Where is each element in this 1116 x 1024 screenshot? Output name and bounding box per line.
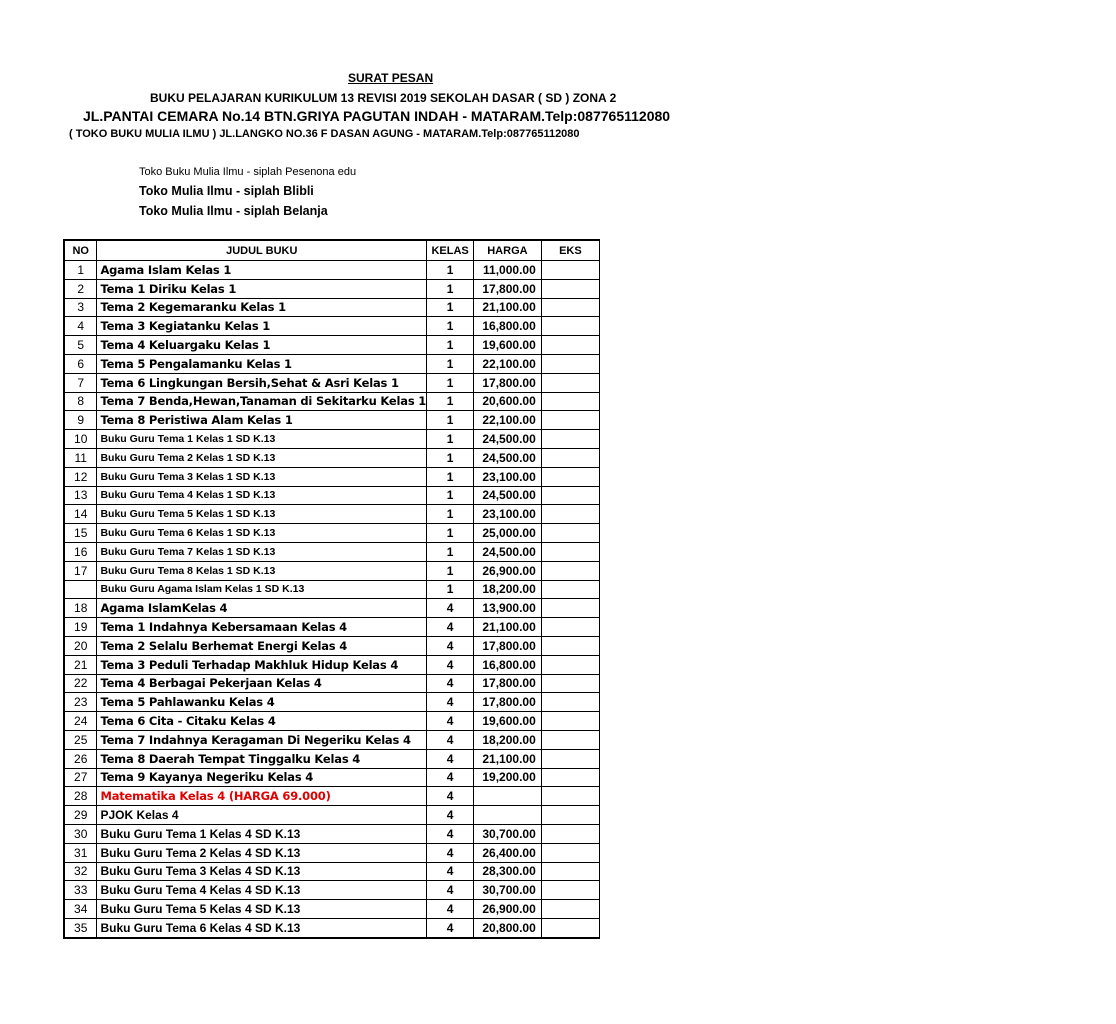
table-row: [64, 636, 600, 655]
book-title: Agama IslamKelas 4: [97, 599, 427, 618]
book-title: Buku Guru Tema 5 Kelas 4 SD K.13: [97, 900, 427, 919]
class-level: 4: [427, 918, 474, 937]
table-row: [64, 862, 600, 881]
copies-cell[interactable]: [541, 768, 599, 787]
row-number: 35: [64, 918, 97, 937]
book-title: Tema 2 Selalu Berhemat Energi Kelas 4: [97, 636, 427, 655]
table-row: [64, 843, 600, 862]
row-number: 9: [64, 411, 97, 430]
copies-cell[interactable]: [541, 298, 599, 317]
store-address-line: ( TOKO BUKU MULIA ILMU ) JL.LANGKO NO.36 F DASAN AGUNG - MATARAM.Telp:087765112080: [69, 128, 580, 140]
class-level: 1: [427, 411, 474, 430]
class-level: 1: [427, 354, 474, 373]
copies-cell[interactable]: [541, 411, 599, 430]
address-line: JL.PANTAI CEMARA No.14 BTN.GRIYA PAGUTAN INDAH - MATARAM.Telp:087765112080: [83, 108, 671, 124]
table-row: [64, 787, 600, 806]
copies-cell[interactable]: [541, 674, 599, 693]
class-level: 4: [427, 730, 474, 749]
table-row: [64, 392, 600, 411]
book-title: Tema 6 Lingkungan Bersih,Sehat & Asri Kelas 1: [97, 373, 427, 392]
book-title: Tema 8 Peristiwa Alam Kelas 1: [97, 411, 427, 430]
copies-cell[interactable]: [541, 317, 599, 336]
table-row: [64, 918, 600, 937]
class-level: 4: [427, 843, 474, 862]
row-number: 13: [64, 486, 97, 505]
copies-cell[interactable]: [541, 730, 599, 749]
price: 21,100.00: [474, 618, 542, 637]
copies-cell[interactable]: [541, 618, 599, 637]
row-number: 34: [64, 900, 97, 919]
table-row: [64, 881, 600, 900]
toko-line-1: Toko Buku Mulia Ilmu - siplah Pesenona edu: [139, 166, 357, 178]
class-level: 4: [427, 636, 474, 655]
book-title: Buku Guru Tema 2 Kelas 4 SD K.13: [97, 843, 427, 862]
class-level: 4: [427, 655, 474, 674]
table-row: [64, 693, 600, 712]
row-number: 3: [64, 298, 97, 317]
price: 13,900.00: [474, 599, 542, 618]
class-level: 4: [427, 806, 474, 825]
row-number: 15: [64, 524, 97, 543]
table-header-row: [64, 240, 600, 261]
class-level: 1: [427, 392, 474, 411]
price: 11,000.00: [474, 261, 542, 280]
row-number: 7: [64, 373, 97, 392]
book-title: Buku Guru Tema 3 Kelas 4 SD K.13: [97, 862, 427, 881]
price: 24,500.00: [474, 448, 542, 467]
copies-cell[interactable]: [541, 862, 599, 881]
price: 24,500.00: [474, 486, 542, 505]
class-level: 4: [427, 693, 474, 712]
copies-cell[interactable]: [541, 655, 599, 674]
class-level: 1: [427, 505, 474, 524]
book-title: Matematika Kelas 4 (HARGA 69.000): [97, 787, 427, 806]
row-number: 26: [64, 749, 97, 768]
table-row: [64, 279, 600, 298]
class-level: 4: [427, 599, 474, 618]
row-number: 27: [64, 768, 97, 787]
row-number: 32: [64, 862, 97, 881]
price: 26,900.00: [474, 900, 542, 919]
table-row: [64, 448, 600, 467]
class-level: 1: [427, 430, 474, 449]
book-title: Tema 1 Indahnya Kebersamaan Kelas 4: [97, 618, 427, 637]
book-title: Tema 3 Peduli Terhadap Makhluk Hidup Kelas 4: [97, 655, 427, 674]
book-title: Tema 3 Kegiatanku Kelas 1: [97, 317, 427, 336]
class-level: 4: [427, 900, 474, 919]
book-title: Buku Guru Tema 1 Kelas 4 SD K.13: [97, 824, 427, 843]
row-number: 18: [64, 599, 97, 618]
price: 20,600.00: [474, 392, 542, 411]
table-row: [64, 261, 600, 280]
copies-cell[interactable]: [541, 599, 599, 618]
row-number: 10: [64, 430, 97, 449]
price: 17,800.00: [474, 674, 542, 693]
class-level: 1: [427, 298, 474, 317]
class-level: 4: [427, 712, 474, 731]
row-number: 16: [64, 542, 97, 561]
table-row: [64, 618, 600, 637]
copies-cell[interactable]: [541, 712, 599, 731]
copies-cell[interactable]: [541, 881, 599, 900]
copies-cell[interactable]: [541, 354, 599, 373]
header-kelas: KELAS: [427, 240, 474, 261]
row-number: 20: [64, 636, 97, 655]
price: [474, 787, 542, 806]
price: 17,800.00: [474, 636, 542, 655]
class-level: 4: [427, 768, 474, 787]
price: 17,800.00: [474, 693, 542, 712]
class-level: 4: [427, 749, 474, 768]
class-level: 1: [427, 261, 474, 280]
table-row: [64, 336, 600, 355]
price: 23,100.00: [474, 505, 542, 524]
table-row: [64, 317, 600, 336]
table-row: [64, 411, 600, 430]
class-level: 1: [427, 336, 474, 355]
order-table: [63, 239, 600, 939]
row-number: 14: [64, 505, 97, 524]
book-title: Tema 4 Keluargaku Kelas 1: [97, 336, 427, 355]
book-title: Buku Guru Tema 1 Kelas 1 SD K.13: [97, 430, 427, 449]
table-row: [64, 354, 600, 373]
book-title: Tema 1 Diriku Kelas 1: [97, 279, 427, 298]
class-level: 4: [427, 881, 474, 900]
row-number: 29: [64, 806, 97, 825]
row-number: 31: [64, 843, 97, 862]
table-row: [64, 806, 600, 825]
copies-cell[interactable]: [541, 693, 599, 712]
price: [474, 806, 542, 825]
copies-cell[interactable]: [541, 749, 599, 768]
book-title: Buku Guru Tema 6 Kelas 4 SD K.13: [97, 918, 427, 937]
copies-cell[interactable]: [541, 430, 599, 449]
row-number: 4: [64, 317, 97, 336]
price: 25,000.00: [474, 524, 542, 543]
book-title: Buku Guru Agama Islam Kelas 1 SD K.13: [97, 580, 427, 599]
price: 16,800.00: [474, 655, 542, 674]
price: 20,800.00: [474, 918, 542, 937]
table-row: [64, 505, 600, 524]
header-harga: HARGA: [474, 240, 542, 261]
table-row: [64, 824, 600, 843]
copies-cell[interactable]: [541, 900, 599, 919]
class-level: 4: [427, 824, 474, 843]
book-title: Buku Guru Tema 6 Kelas 1 SD K.13: [97, 524, 427, 543]
copies-cell[interactable]: [541, 580, 599, 599]
table-row: [64, 599, 600, 618]
row-number: 33: [64, 881, 97, 900]
book-title: Buku Guru Tema 8 Kelas 1 SD K.13: [97, 561, 427, 580]
copies-cell[interactable]: [541, 261, 599, 280]
copies-cell[interactable]: [541, 561, 599, 580]
table-row: [64, 373, 600, 392]
row-number: 21: [64, 655, 97, 674]
book-title: Buku Guru Tema 4 Kelas 1 SD K.13: [97, 486, 427, 505]
toko-line-3: Toko Mulia Ilmu - siplah Belanja: [139, 204, 328, 218]
class-level: 4: [427, 787, 474, 806]
row-number: 30: [64, 824, 97, 843]
copies-cell[interactable]: [541, 392, 599, 411]
copies-cell[interactable]: [541, 448, 599, 467]
table-row: [64, 712, 600, 731]
table-row: [64, 298, 600, 317]
price: 17,800.00: [474, 279, 542, 298]
row-number: [64, 580, 97, 599]
class-level: 1: [427, 467, 474, 486]
row-number: 24: [64, 712, 97, 731]
toko-line-2: Toko Mulia Ilmu - siplah Blibli: [139, 184, 314, 198]
price: 30,700.00: [474, 881, 542, 900]
class-level: 1: [427, 561, 474, 580]
table-row: [64, 900, 600, 919]
table-row: [64, 467, 600, 486]
price: 17,800.00: [474, 373, 542, 392]
book-title: Buku Guru Tema 3 Kelas 1 SD K.13: [97, 467, 427, 486]
copies-cell[interactable]: [541, 373, 599, 392]
book-title: PJOK Kelas 4: [97, 806, 427, 825]
book-title: Buku Guru Tema 5 Kelas 1 SD K.13: [97, 505, 427, 524]
row-number: 6: [64, 354, 97, 373]
copies-cell[interactable]: [541, 636, 599, 655]
book-title: Tema 7 Indahnya Keragaman Di Negeriku Kelas 4: [97, 730, 427, 749]
document-subtitle: BUKU PELAJARAN KURIKULUM 13 REVISI 2019 SEKOLAH DASAR ( SD ) ZONA 2: [150, 91, 617, 105]
price: 23,100.00: [474, 467, 542, 486]
row-number: 25: [64, 730, 97, 749]
copies-cell[interactable]: [541, 505, 599, 524]
class-level: 1: [427, 580, 474, 599]
table-row: [64, 749, 600, 768]
row-number: 11: [64, 448, 97, 467]
class-level: 4: [427, 618, 474, 637]
price: 24,500.00: [474, 542, 542, 561]
copies-cell[interactable]: [541, 542, 599, 561]
table-row: [64, 561, 600, 580]
table-row: [64, 730, 600, 749]
price: 28,300.00: [474, 862, 542, 881]
price: 19,600.00: [474, 336, 542, 355]
price: 21,100.00: [474, 298, 542, 317]
header-judul: JUDUL BUKU: [97, 240, 427, 261]
book-title: Tema 7 Benda,Hewan,Tanaman di Sekitarku Kelas 1: [97, 392, 427, 411]
price: 22,100.00: [474, 354, 542, 373]
row-number: 12: [64, 467, 97, 486]
table-row: [64, 655, 600, 674]
copies-cell[interactable]: [541, 279, 599, 298]
table-row: [64, 768, 600, 787]
row-number: 19: [64, 618, 97, 637]
table-row: [64, 580, 600, 599]
price: 16,800.00: [474, 317, 542, 336]
copies-cell[interactable]: [541, 787, 599, 806]
price: 30,700.00: [474, 824, 542, 843]
document-title: SURAT PESAN: [348, 71, 434, 85]
class-level: 1: [427, 317, 474, 336]
class-level: 4: [427, 674, 474, 693]
row-number: 23: [64, 693, 97, 712]
book-title: Buku Guru Tema 4 Kelas 4 SD K.13: [97, 881, 427, 900]
class-level: 1: [427, 542, 474, 561]
table-row: [64, 524, 600, 543]
book-title: Tema 9 Kayanya Negeriku Kelas 4: [97, 768, 427, 787]
price: 24,500.00: [474, 430, 542, 449]
class-level: 4: [427, 862, 474, 881]
class-level: 1: [427, 279, 474, 298]
price: 18,200.00: [474, 730, 542, 749]
price: 21,100.00: [474, 749, 542, 768]
row-number: 2: [64, 279, 97, 298]
copies-cell[interactable]: [541, 843, 599, 862]
copies-cell[interactable]: [541, 824, 599, 843]
book-title: Tema 4 Berbagai Pekerjaan Kelas 4: [97, 674, 427, 693]
row-number: 5: [64, 336, 97, 355]
table-row: [64, 674, 600, 693]
price: 19,200.00: [474, 768, 542, 787]
price: 22,100.00: [474, 411, 542, 430]
table-row: [64, 486, 600, 505]
header-no: NO: [64, 240, 97, 261]
copies-cell[interactable]: [541, 524, 599, 543]
price: 18,200.00: [474, 580, 542, 599]
table-row: [64, 430, 600, 449]
class-level: 1: [427, 373, 474, 392]
book-title: Tema 6 Cita - Citaku Kelas 4: [97, 712, 427, 731]
row-number: 28: [64, 787, 97, 806]
copies-cell[interactable]: [541, 918, 599, 937]
price: 26,900.00: [474, 561, 542, 580]
table-row: [64, 542, 600, 561]
copies-cell[interactable]: [541, 467, 599, 486]
book-title: Tema 8 Daerah Tempat Tinggalku Kelas 4: [97, 749, 427, 768]
row-number: 1: [64, 261, 97, 280]
copies-cell[interactable]: [541, 806, 599, 825]
class-level: 1: [427, 448, 474, 467]
price: 26,400.00: [474, 843, 542, 862]
class-level: 1: [427, 524, 474, 543]
copies-cell[interactable]: [541, 336, 599, 355]
copies-cell[interactable]: [541, 486, 599, 505]
book-title: Tema 2 Kegemaranku Kelas 1: [97, 298, 427, 317]
book-title: Tema 5 Pengalamanku Kelas 1: [97, 354, 427, 373]
book-title: Buku Guru Tema 2 Kelas 1 SD K.13: [97, 448, 427, 467]
book-title: Buku Guru Tema 7 Kelas 1 SD K.13: [97, 542, 427, 561]
row-number: 22: [64, 674, 97, 693]
class-level: 1: [427, 486, 474, 505]
header-eks: EKS: [541, 240, 599, 261]
row-number: 17: [64, 561, 97, 580]
price: 19,600.00: [474, 712, 542, 731]
book-title: Tema 5 Pahlawanku Kelas 4: [97, 693, 427, 712]
book-title: Agama Islam Kelas 1: [97, 261, 427, 280]
row-number: 8: [64, 392, 97, 411]
